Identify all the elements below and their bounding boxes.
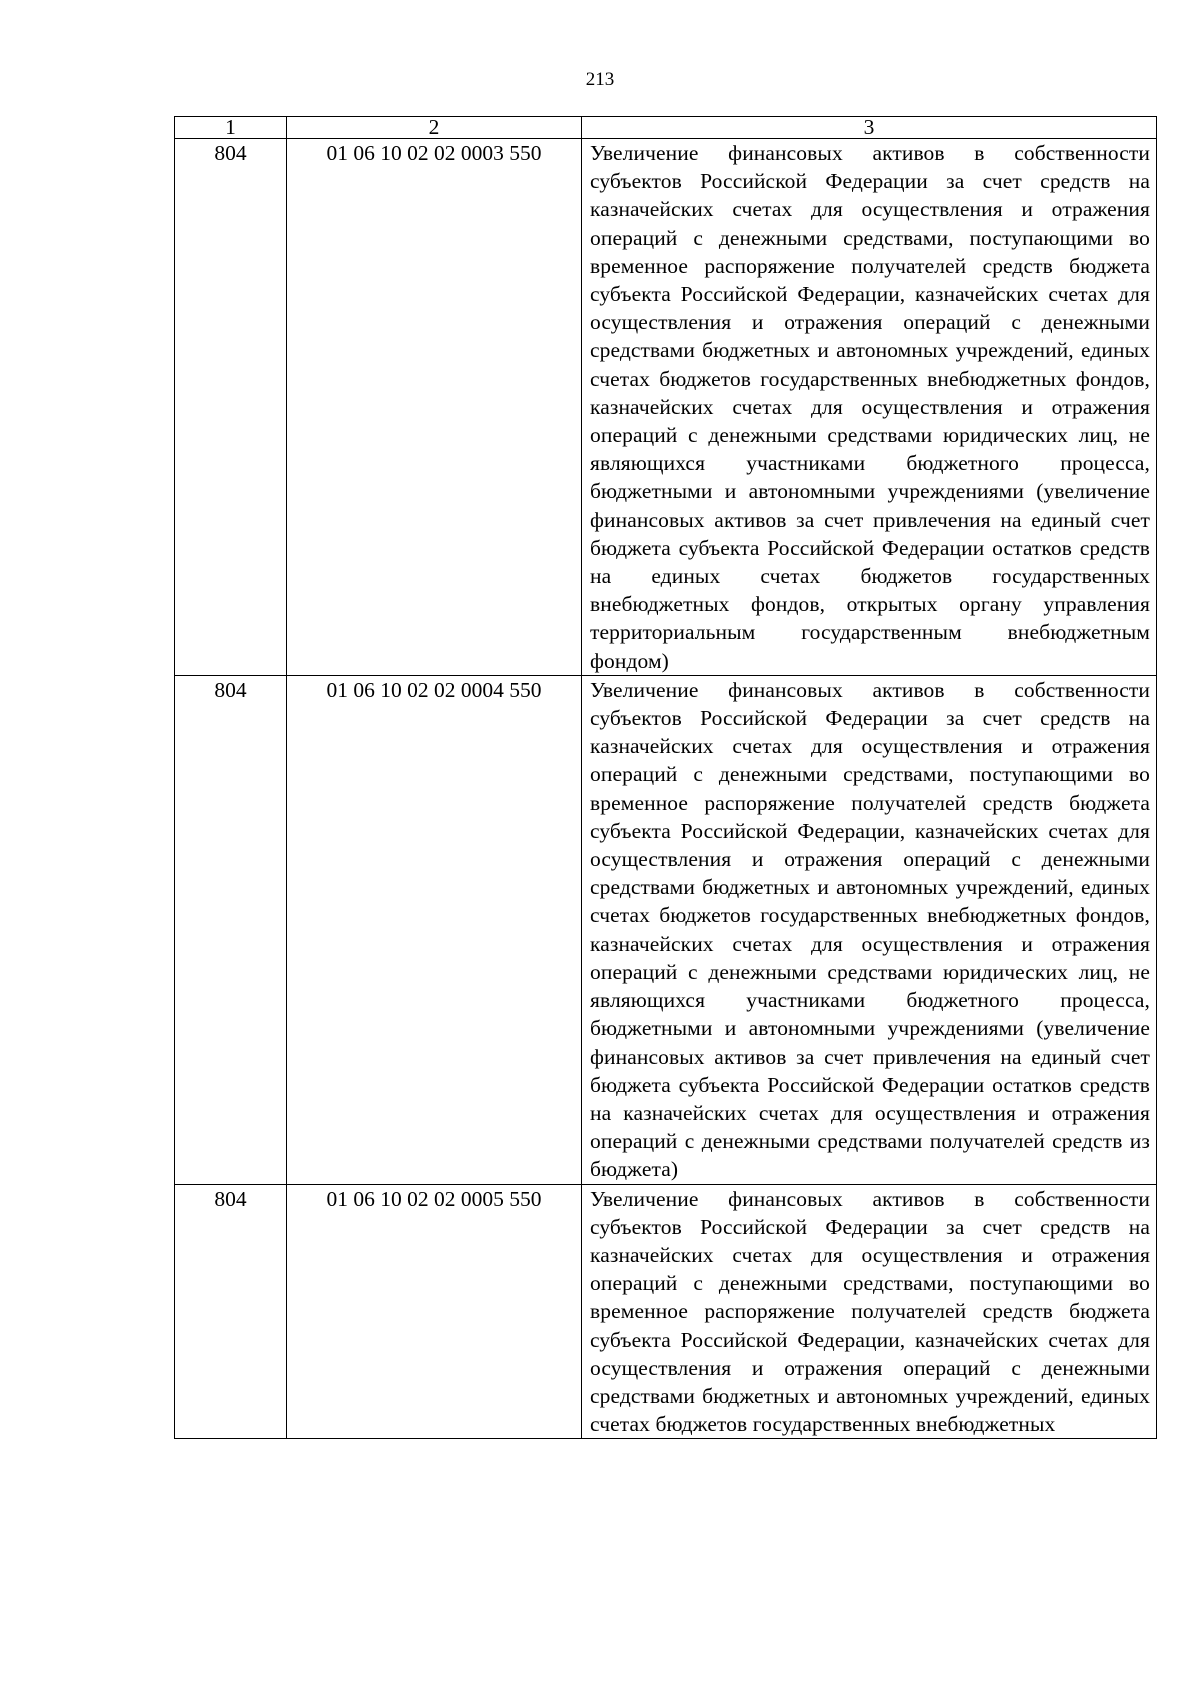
- description-cell: [582, 139, 1157, 676]
- description-cell: [582, 1184, 1157, 1439]
- table-header-row: [175, 117, 1157, 139]
- table-row: [175, 1184, 1157, 1439]
- budget-code-cell: 01 06 10 02 02 0004 550: [287, 675, 582, 1184]
- description-cell: [582, 675, 1157, 1184]
- budget-code-cell: 01 06 10 02 02 0003 550: [287, 139, 582, 676]
- description-text: Увеличение финансовых активов в собственности субъектов Российской Федерации за счет средств на казначейских счетах для осуществления и отражения операций с денежными средствами, поступающими во временное распоряжение получателей средств бюджета субъекта Российской Федерации, казначейских счетах для осуществления и отражения операций с денежными средствами бюджетных и автономных учреждений, единых счетах бюджетов государственных внебюджетных фондов, казначейских счетах для осуществления и отражения операций с денежными средствами юридических лиц, не являющихся участниками бюджетного процесса, бюджетными и автономными учреждениями (увеличение финансовых активов за счет привлечения на единый счет бюджета субъекта Российской Федерации остатков средств на казначейских счетах для осуществления и отражения операций с денежными средствами получателей средств из бюджета): [590, 677, 1150, 1182]
- description-text: Увеличение финансовых активов в собственности субъектов Российской Федерации за счет средств на казначейских счетах для осуществления и отражения операций с денежными средствами, поступающими во временное распоряжение получателей средств бюджета субъекта Российской Федерации, казначейских счетах для осуществления и отражения операций с денежными средствами бюджетных и автономных учреждений, единых счетах бюджетов государственных внебюджетных: [590, 1186, 1150, 1437]
- admin-code-cell: 804: [175, 1184, 287, 1439]
- table-row: [175, 675, 1157, 1184]
- budget-code-cell: 01 06 10 02 02 0005 550: [287, 1184, 582, 1439]
- budget-classification-table: [174, 116, 1157, 1439]
- admin-code-cell: 804: [175, 675, 287, 1184]
- header-col-2: 2: [287, 117, 582, 139]
- admin-code-cell: 804: [175, 139, 287, 676]
- page-number: 213: [585, 69, 615, 90]
- header-col-1: 1: [175, 117, 287, 139]
- description-text: Увеличение финансовых активов в собственности субъектов Российской Федерации за счет средств на казначейских счетах для осуществления и отражения операций с денежными средствами, поступающими во временное распоряжение получателей средств бюджета субъекта Российской Федерации, казначейских счетах для осуществления и отражения операций с денежными средствами бюджетных и автономных учреждений, единых счетах бюджетов государственных внебюджетных фондов, казначейских счетах для осуществления и отражения операций с денежными средствами юридических лиц, не являющихся участниками бюджетного процесса, бюджетными и автономными учреждениями (увеличение финансовых активов за счет привлечения на единый счет бюджета субъекта Российской Федерации остатков средств на единых счетах бюджетов государственных внебюджетных фондов, открытых органу управления территориальным государственным внебюджетным фондом): [590, 141, 1150, 673]
- header-col-3: 3: [582, 117, 1157, 139]
- table-row: [175, 139, 1157, 676]
